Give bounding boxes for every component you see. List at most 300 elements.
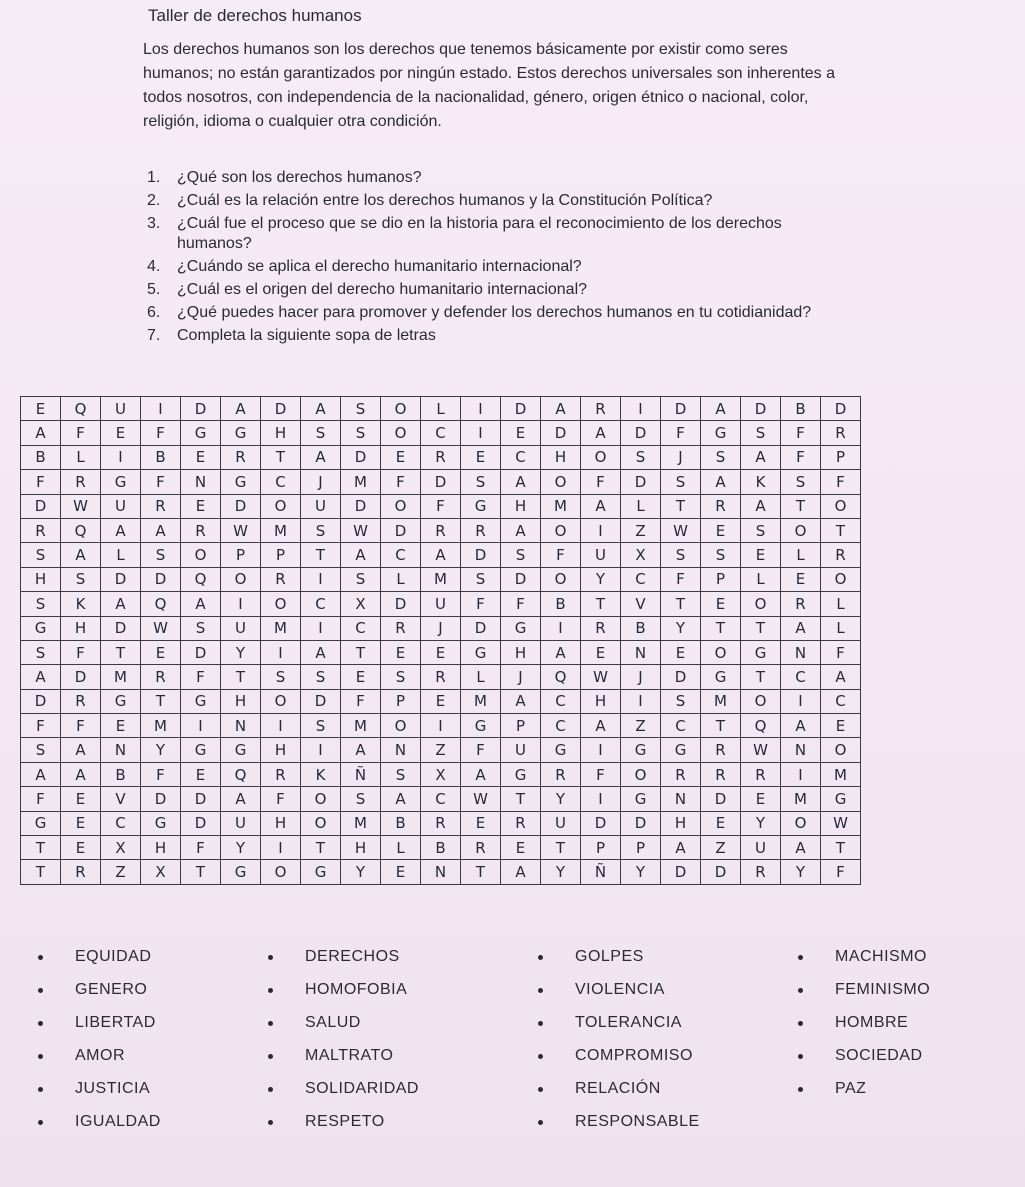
grid-cell[interactable]: A: [341, 543, 381, 567]
grid-cell[interactable]: P: [621, 836, 661, 860]
grid-cell[interactable]: I: [581, 518, 621, 542]
grid-cell[interactable]: G: [821, 787, 861, 811]
grid-cell[interactable]: E: [421, 640, 461, 664]
grid-cell[interactable]: S: [341, 787, 381, 811]
grid-cell[interactable]: G: [621, 787, 661, 811]
grid-cell[interactable]: G: [741, 640, 781, 664]
grid-cell[interactable]: D: [181, 397, 221, 421]
grid-cell[interactable]: E: [461, 811, 501, 835]
grid-cell[interactable]: H: [221, 689, 261, 713]
grid-cell[interactable]: T: [701, 714, 741, 738]
grid-cell[interactable]: A: [701, 397, 741, 421]
grid-cell[interactable]: R: [741, 762, 781, 786]
grid-cell[interactable]: A: [61, 738, 101, 762]
grid-cell[interactable]: F: [461, 738, 501, 762]
grid-cell[interactable]: H: [501, 640, 541, 664]
grid-cell[interactable]: T: [221, 665, 261, 689]
grid-cell[interactable]: E: [101, 421, 141, 445]
grid-cell[interactable]: F: [821, 860, 861, 884]
grid-cell[interactable]: C: [541, 714, 581, 738]
grid-cell[interactable]: F: [821, 470, 861, 494]
grid-cell[interactable]: O: [821, 567, 861, 591]
grid-cell[interactable]: C: [661, 714, 701, 738]
grid-cell[interactable]: M: [781, 787, 821, 811]
grid-cell[interactable]: T: [101, 640, 141, 664]
grid-cell[interactable]: P: [501, 714, 541, 738]
grid-cell[interactable]: O: [221, 567, 261, 591]
grid-cell[interactable]: G: [461, 494, 501, 518]
grid-cell[interactable]: L: [101, 543, 141, 567]
grid-cell[interactable]: U: [221, 811, 261, 835]
grid-cell[interactable]: H: [261, 421, 301, 445]
grid-cell[interactable]: E: [381, 445, 421, 469]
grid-cell[interactable]: H: [581, 689, 621, 713]
grid-cell[interactable]: R: [61, 689, 101, 713]
grid-cell[interactable]: D: [501, 567, 541, 591]
grid-cell[interactable]: O: [781, 518, 821, 542]
grid-cell[interactable]: G: [101, 470, 141, 494]
grid-cell[interactable]: M: [141, 714, 181, 738]
grid-cell[interactable]: O: [621, 762, 661, 786]
grid-cell[interactable]: S: [141, 543, 181, 567]
grid-cell[interactable]: O: [701, 640, 741, 664]
grid-cell[interactable]: T: [701, 616, 741, 640]
grid-cell[interactable]: F: [141, 762, 181, 786]
grid-cell[interactable]: O: [381, 421, 421, 445]
grid-cell[interactable]: Z: [101, 860, 141, 884]
grid-cell[interactable]: I: [301, 567, 341, 591]
grid-cell[interactable]: R: [421, 518, 461, 542]
grid-cell[interactable]: R: [661, 762, 701, 786]
grid-cell[interactable]: F: [661, 421, 701, 445]
grid-cell[interactable]: Q: [61, 397, 101, 421]
grid-cell[interactable]: Y: [221, 836, 261, 860]
grid-cell[interactable]: I: [301, 616, 341, 640]
grid-cell[interactable]: C: [381, 543, 421, 567]
grid-cell[interactable]: E: [381, 860, 421, 884]
grid-cell[interactable]: Q: [741, 714, 781, 738]
grid-cell[interactable]: J: [661, 445, 701, 469]
grid-cell[interactable]: E: [381, 640, 421, 664]
grid-cell[interactable]: Z: [421, 738, 461, 762]
grid-cell[interactable]: D: [341, 494, 381, 518]
grid-cell[interactable]: R: [701, 494, 741, 518]
grid-cell[interactable]: I: [541, 616, 581, 640]
grid-cell[interactable]: G: [701, 665, 741, 689]
grid-cell[interactable]: T: [141, 689, 181, 713]
grid-cell[interactable]: O: [301, 787, 341, 811]
grid-cell[interactable]: A: [21, 665, 61, 689]
grid-cell[interactable]: E: [741, 543, 781, 567]
grid-cell[interactable]: V: [621, 592, 661, 616]
grid-cell[interactable]: F: [821, 640, 861, 664]
grid-cell[interactable]: L: [821, 592, 861, 616]
grid-cell[interactable]: O: [541, 567, 581, 591]
grid-cell[interactable]: I: [781, 689, 821, 713]
grid-cell[interactable]: R: [181, 518, 221, 542]
grid-cell[interactable]: A: [581, 421, 621, 445]
grid-cell[interactable]: Y: [541, 787, 581, 811]
grid-cell[interactable]: N: [781, 640, 821, 664]
grid-cell[interactable]: S: [341, 567, 381, 591]
grid-cell[interactable]: S: [461, 470, 501, 494]
grid-cell[interactable]: K: [741, 470, 781, 494]
grid-cell[interactable]: T: [821, 518, 861, 542]
grid-cell[interactable]: Y: [141, 738, 181, 762]
grid-cell[interactable]: O: [741, 592, 781, 616]
grid-cell[interactable]: T: [741, 665, 781, 689]
grid-cell[interactable]: E: [701, 592, 741, 616]
grid-cell[interactable]: O: [541, 470, 581, 494]
grid-cell[interactable]: E: [101, 714, 141, 738]
grid-cell[interactable]: R: [421, 445, 461, 469]
grid-cell[interactable]: M: [821, 762, 861, 786]
grid-cell[interactable]: R: [701, 762, 741, 786]
grid-cell[interactable]: S: [661, 689, 701, 713]
grid-cell[interactable]: D: [461, 616, 501, 640]
grid-cell[interactable]: I: [141, 397, 181, 421]
grid-cell[interactable]: I: [461, 421, 501, 445]
grid-cell[interactable]: G: [181, 738, 221, 762]
grid-cell[interactable]: A: [501, 518, 541, 542]
grid-cell[interactable]: U: [501, 738, 541, 762]
grid-cell[interactable]: I: [461, 397, 501, 421]
grid-cell[interactable]: D: [101, 567, 141, 591]
grid-cell[interactable]: T: [541, 836, 581, 860]
grid-cell[interactable]: R: [501, 811, 541, 835]
grid-cell[interactable]: S: [21, 738, 61, 762]
grid-cell[interactable]: G: [301, 860, 341, 884]
grid-cell[interactable]: S: [381, 762, 421, 786]
grid-cell[interactable]: R: [821, 543, 861, 567]
grid-cell[interactable]: S: [301, 421, 341, 445]
grid-cell[interactable]: O: [381, 494, 421, 518]
grid-cell[interactable]: E: [61, 787, 101, 811]
grid-cell[interactable]: T: [741, 616, 781, 640]
grid-cell[interactable]: F: [181, 836, 221, 860]
grid-cell[interactable]: R: [381, 616, 421, 640]
grid-cell[interactable]: R: [141, 665, 181, 689]
grid-cell[interactable]: T: [21, 836, 61, 860]
grid-cell[interactable]: O: [781, 811, 821, 835]
grid-cell[interactable]: M: [261, 616, 301, 640]
grid-cell[interactable]: T: [461, 860, 501, 884]
grid-cell[interactable]: C: [341, 616, 381, 640]
grid-cell[interactable]: H: [501, 494, 541, 518]
grid-cell[interactable]: D: [701, 787, 741, 811]
grid-cell[interactable]: R: [261, 762, 301, 786]
grid-cell[interactable]: S: [501, 543, 541, 567]
grid-cell[interactable]: U: [421, 592, 461, 616]
grid-cell[interactable]: F: [21, 787, 61, 811]
grid-cell[interactable]: P: [821, 445, 861, 469]
grid-cell[interactable]: O: [261, 494, 301, 518]
grid-cell[interactable]: N: [781, 738, 821, 762]
grid-cell[interactable]: S: [741, 421, 781, 445]
grid-cell[interactable]: F: [141, 421, 181, 445]
grid-cell[interactable]: O: [261, 860, 301, 884]
grid-cell[interactable]: A: [301, 640, 341, 664]
grid-cell[interactable]: X: [101, 836, 141, 860]
grid-cell[interactable]: A: [181, 592, 221, 616]
grid-cell[interactable]: G: [461, 640, 501, 664]
grid-cell[interactable]: N: [421, 860, 461, 884]
grid-cell[interactable]: S: [621, 445, 661, 469]
grid-cell[interactable]: V: [101, 787, 141, 811]
grid-cell[interactable]: R: [421, 811, 461, 835]
grid-cell[interactable]: S: [781, 470, 821, 494]
grid-cell[interactable]: R: [701, 738, 741, 762]
grid-cell[interactable]: T: [501, 787, 541, 811]
grid-cell[interactable]: D: [661, 860, 701, 884]
grid-cell[interactable]: I: [301, 738, 341, 762]
grid-cell[interactable]: D: [341, 445, 381, 469]
grid-cell[interactable]: W: [61, 494, 101, 518]
grid-cell[interactable]: H: [661, 811, 701, 835]
grid-cell[interactable]: I: [261, 836, 301, 860]
grid-cell[interactable]: S: [261, 665, 301, 689]
grid-cell[interactable]: S: [381, 665, 421, 689]
grid-cell[interactable]: I: [581, 787, 621, 811]
grid-cell[interactable]: R: [461, 518, 501, 542]
grid-cell[interactable]: L: [741, 567, 781, 591]
grid-cell[interactable]: D: [61, 665, 101, 689]
grid-cell[interactable]: C: [421, 421, 461, 445]
grid-cell[interactable]: P: [221, 543, 261, 567]
grid-cell[interactable]: E: [501, 421, 541, 445]
grid-cell[interactable]: N: [661, 787, 701, 811]
grid-cell[interactable]: H: [21, 567, 61, 591]
grid-cell[interactable]: Y: [661, 616, 701, 640]
grid-cell[interactable]: A: [101, 518, 141, 542]
grid-cell[interactable]: E: [821, 714, 861, 738]
grid-cell[interactable]: R: [781, 592, 821, 616]
grid-cell[interactable]: L: [61, 445, 101, 469]
grid-cell[interactable]: M: [341, 470, 381, 494]
grid-cell[interactable]: Y: [621, 860, 661, 884]
grid-cell[interactable]: Y: [221, 640, 261, 664]
grid-cell[interactable]: B: [381, 811, 421, 835]
grid-cell[interactable]: A: [461, 762, 501, 786]
grid-cell[interactable]: D: [541, 421, 581, 445]
grid-cell[interactable]: R: [261, 567, 301, 591]
grid-cell[interactable]: T: [181, 860, 221, 884]
grid-cell[interactable]: R: [821, 421, 861, 445]
grid-cell[interactable]: C: [781, 665, 821, 689]
grid-cell[interactable]: S: [701, 543, 741, 567]
grid-cell[interactable]: A: [221, 397, 261, 421]
grid-cell[interactable]: B: [541, 592, 581, 616]
grid-cell[interactable]: R: [421, 665, 461, 689]
grid-cell[interactable]: T: [661, 592, 701, 616]
grid-cell[interactable]: E: [581, 640, 621, 664]
grid-cell[interactable]: D: [701, 860, 741, 884]
grid-cell[interactable]: R: [581, 616, 621, 640]
grid-cell[interactable]: A: [781, 714, 821, 738]
grid-cell[interactable]: R: [141, 494, 181, 518]
grid-cell[interactable]: C: [301, 592, 341, 616]
grid-cell[interactable]: N: [101, 738, 141, 762]
grid-cell[interactable]: X: [341, 592, 381, 616]
grid-cell[interactable]: I: [581, 738, 621, 762]
grid-cell[interactable]: O: [261, 592, 301, 616]
grid-cell[interactable]: A: [101, 592, 141, 616]
grid-cell[interactable]: T: [301, 543, 341, 567]
grid-cell[interactable]: A: [301, 397, 341, 421]
grid-cell[interactable]: T: [301, 836, 341, 860]
grid-cell[interactable]: A: [61, 543, 101, 567]
grid-cell[interactable]: Y: [741, 811, 781, 835]
grid-cell[interactable]: E: [501, 836, 541, 860]
grid-cell[interactable]: G: [461, 714, 501, 738]
grid-cell[interactable]: S: [21, 592, 61, 616]
grid-cell[interactable]: F: [141, 470, 181, 494]
grid-cell[interactable]: U: [541, 811, 581, 835]
grid-cell[interactable]: R: [461, 836, 501, 860]
grid-cell[interactable]: S: [301, 518, 341, 542]
grid-cell[interactable]: W: [141, 616, 181, 640]
grid-cell[interactable]: E: [741, 787, 781, 811]
grid-cell[interactable]: F: [61, 714, 101, 738]
grid-cell[interactable]: T: [821, 836, 861, 860]
grid-cell[interactable]: W: [461, 787, 501, 811]
grid-cell[interactable]: E: [141, 640, 181, 664]
grid-cell[interactable]: D: [381, 518, 421, 542]
grid-cell[interactable]: S: [21, 543, 61, 567]
grid-cell[interactable]: O: [541, 518, 581, 542]
grid-cell[interactable]: D: [741, 397, 781, 421]
grid-cell[interactable]: G: [221, 860, 261, 884]
grid-cell[interactable]: B: [101, 762, 141, 786]
grid-cell[interactable]: J: [501, 665, 541, 689]
grid-cell[interactable]: D: [181, 787, 221, 811]
grid-cell[interactable]: D: [621, 421, 661, 445]
grid-cell[interactable]: A: [61, 762, 101, 786]
grid-cell[interactable]: S: [701, 445, 741, 469]
grid-cell[interactable]: B: [781, 397, 821, 421]
grid-cell[interactable]: D: [181, 640, 221, 664]
grid-cell[interactable]: J: [301, 470, 341, 494]
grid-cell[interactable]: W: [661, 518, 701, 542]
grid-cell[interactable]: A: [541, 397, 581, 421]
grid-cell[interactable]: G: [221, 470, 261, 494]
grid-cell[interactable]: Z: [621, 518, 661, 542]
grid-cell[interactable]: Y: [341, 860, 381, 884]
grid-cell[interactable]: G: [101, 689, 141, 713]
grid-cell[interactable]: A: [741, 494, 781, 518]
grid-cell[interactable]: E: [461, 445, 501, 469]
grid-cell[interactable]: E: [421, 689, 461, 713]
grid-cell[interactable]: D: [421, 470, 461, 494]
grid-cell[interactable]: A: [301, 445, 341, 469]
grid-cell[interactable]: H: [341, 836, 381, 860]
grid-cell[interactable]: F: [381, 470, 421, 494]
grid-cell[interactable]: D: [181, 811, 221, 835]
grid-cell[interactable]: J: [421, 616, 461, 640]
grid-cell[interactable]: A: [501, 860, 541, 884]
grid-cell[interactable]: D: [621, 470, 661, 494]
grid-cell[interactable]: P: [581, 836, 621, 860]
grid-cell[interactable]: D: [661, 397, 701, 421]
grid-cell[interactable]: G: [221, 421, 261, 445]
grid-cell[interactable]: E: [61, 836, 101, 860]
grid-cell[interactable]: F: [261, 787, 301, 811]
grid-cell[interactable]: A: [21, 762, 61, 786]
grid-cell[interactable]: A: [741, 445, 781, 469]
grid-cell[interactable]: O: [381, 714, 421, 738]
grid-cell[interactable]: L: [821, 616, 861, 640]
grid-cell[interactable]: A: [781, 616, 821, 640]
grid-cell[interactable]: O: [821, 738, 861, 762]
grid-cell[interactable]: E: [701, 518, 741, 542]
grid-cell[interactable]: S: [301, 714, 341, 738]
grid-cell[interactable]: A: [341, 738, 381, 762]
grid-cell[interactable]: G: [221, 738, 261, 762]
grid-cell[interactable]: L: [461, 665, 501, 689]
grid-cell[interactable]: E: [181, 445, 221, 469]
grid-cell[interactable]: L: [781, 543, 821, 567]
grid-cell[interactable]: A: [21, 421, 61, 445]
grid-cell[interactable]: G: [701, 421, 741, 445]
grid-cell[interactable]: C: [261, 470, 301, 494]
grid-cell[interactable]: D: [261, 397, 301, 421]
grid-cell[interactable]: C: [421, 787, 461, 811]
grid-cell[interactable]: E: [181, 762, 221, 786]
grid-cell[interactable]: C: [821, 689, 861, 713]
grid-cell[interactable]: N: [181, 470, 221, 494]
grid-cell[interactable]: R: [61, 470, 101, 494]
grid-cell[interactable]: A: [781, 836, 821, 860]
grid-cell[interactable]: M: [341, 714, 381, 738]
grid-cell[interactable]: L: [621, 494, 661, 518]
grid-cell[interactable]: T: [21, 860, 61, 884]
grid-cell[interactable]: R: [741, 860, 781, 884]
grid-cell[interactable]: Y: [541, 860, 581, 884]
grid-cell[interactable]: D: [381, 592, 421, 616]
grid-cell[interactable]: D: [501, 397, 541, 421]
grid-cell[interactable]: G: [181, 421, 221, 445]
grid-cell[interactable]: T: [261, 445, 301, 469]
grid-cell[interactable]: C: [541, 689, 581, 713]
grid-cell[interactable]: D: [821, 397, 861, 421]
grid-cell[interactable]: L: [381, 836, 421, 860]
grid-cell[interactable]: F: [781, 421, 821, 445]
grid-cell[interactable]: F: [21, 714, 61, 738]
grid-cell[interactable]: F: [781, 445, 821, 469]
grid-cell[interactable]: S: [61, 567, 101, 591]
grid-cell[interactable]: D: [661, 665, 701, 689]
grid-cell[interactable]: E: [781, 567, 821, 591]
grid-cell[interactable]: M: [701, 689, 741, 713]
grid-cell[interactable]: A: [701, 470, 741, 494]
grid-cell[interactable]: D: [141, 567, 181, 591]
grid-cell[interactable]: D: [301, 689, 341, 713]
grid-cell[interactable]: A: [141, 518, 181, 542]
grid-cell[interactable]: I: [421, 714, 461, 738]
grid-cell[interactable]: M: [461, 689, 501, 713]
grid-cell[interactable]: G: [21, 811, 61, 835]
grid-cell[interactable]: Z: [701, 836, 741, 860]
grid-cell[interactable]: G: [141, 811, 181, 835]
grid-cell[interactable]: P: [701, 567, 741, 591]
grid-cell[interactable]: W: [581, 665, 621, 689]
grid-cell[interactable]: I: [261, 640, 301, 664]
grid-cell[interactable]: R: [541, 762, 581, 786]
grid-cell[interactable]: F: [421, 494, 461, 518]
grid-cell[interactable]: I: [261, 714, 301, 738]
grid-cell[interactable]: J: [621, 665, 661, 689]
grid-cell[interactable]: B: [621, 616, 661, 640]
